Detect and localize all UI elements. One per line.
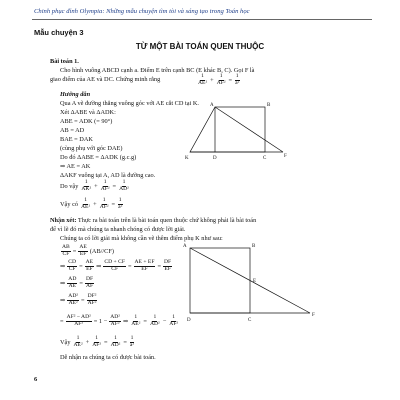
guide-line: Do đó ΔABE = ΔADK (g.c.g) xyxy=(60,154,137,161)
point-label-a: A xyxy=(183,244,187,249)
problem-label: Bài toán 1. xyxy=(50,58,79,65)
point-label-f: F xyxy=(284,154,287,159)
section-label: Mẫu chuyện 3 xyxy=(34,28,84,37)
derivation-row: ⇒ $\frac{CD}{CF}$ = $\frac{AE}{EF}$ ⇒ $\frac{CD + CF}{CF}$ = $\frac{AE + EF}{EF}$ = $\frac{DF}{EF}$ xyxy=(60,259,172,272)
problem-formula: $\frac{1}{\text{AE²}}$ + $\frac{1}{\text{AF²}}$ = $\frac{1}{\text{a²}}$ xyxy=(198,73,240,86)
point-label-c: C xyxy=(263,156,267,161)
remark-line-3: Chúng ta có lời giải mà không cần vẽ thêm điểm phụ K như sau: xyxy=(60,235,223,242)
point-label-b: B xyxy=(267,103,271,108)
guide-line: ΔAKF vuông tại A, AD là đường cao. xyxy=(60,172,156,179)
guide-line: Xét ΔABE và ΔADK: xyxy=(60,109,116,116)
derivation-row: = $\frac{\text{AF² − AD²}}{\text{AF²}}$ = 1 − $\frac{\text{AD²}}{\text{AF²}}$ ⇒ $\frac{1}{\text{AE²}}$ = $\frac{1}{\text{AD²}}$ − $\frac{1}{\text{AF²}}$ xyxy=(60,314,179,327)
derivation-row: Vậy $\frac{1}{\text{AE²}}$ + $\frac{1}{\text{AF²}}$ = $\frac{1}{\text{AD²}}$ = $\frac{1}{\text{a²}}$ xyxy=(60,335,135,348)
point-label-c: C xyxy=(248,318,252,323)
figure-square-with-e xyxy=(180,238,325,323)
point-label-b: B xyxy=(252,244,256,249)
remark-line-1: Nhận xét: Thực ra bài toán trên là bài toán quen thuộc chứ không phải là bài toán xyxy=(50,217,257,224)
page-number: 6 xyxy=(34,376,38,383)
guide-equation-1: Do vậy $\frac{1}{\text{AK²}}$ + $\frac{1}{\text{AF²}}$ = $\frac{1}{\text{AD²}}$ xyxy=(60,179,129,192)
figure-square-with-k xyxy=(175,95,295,165)
page-title: TỪ MỘT BÀI TOÁN QUEN THUỘC xyxy=(135,42,265,51)
header-divider xyxy=(32,19,372,20)
point-label-a: A xyxy=(210,103,214,108)
point-label-d: D xyxy=(213,156,217,161)
running-header: Chinh phục đỉnh Olympia: Những mẫu chuyện tìm tòi và sáng tạo trong Toán học xyxy=(34,8,250,15)
problem-text-2: giao điểm của AE và DC. Chứng minh rằng xyxy=(50,76,161,83)
point-label-e: E xyxy=(253,279,257,284)
problem-text-1: Cho hình vuông ABCD cạnh a. Điểm E trên cạnh BC (E khác B, C). Gọi F là xyxy=(60,67,255,74)
derivation-row: ⇒ $\frac{AD}{AE}$ = $\frac{DF}{AF}$ xyxy=(60,276,94,289)
guide-line: Qua A vẽ đường thẳng vuông góc với AE cắt CD tại K. xyxy=(60,100,199,107)
guide-line: ABE = ADK (= 90°) xyxy=(60,118,113,125)
guide-line: ⇒ AE = AK xyxy=(60,163,91,170)
derivation-row: ⇒ $\frac{\text{AD²}}{\text{AE²}}$ = $\frac{\text{DF²}}{\text{AF²}}$ xyxy=(60,293,97,306)
point-label-k: K xyxy=(185,156,189,161)
derivation-row: $\frac{AB}{CF}$ = $\frac{AE}{EF}$ (AB//CF) xyxy=(62,244,114,257)
derivation-final: Dễ nhận ra chúng ta có được bài toán. xyxy=(60,354,156,361)
point-label-d: D xyxy=(187,318,191,323)
guide-line: (cùng phụ với góc DAE) xyxy=(60,145,123,152)
guide-equation-2: Vậy có $\frac{1}{\text{AE²}}$ + $\frac{1}{\text{AF²}}$ = $\frac{1}{\text{a²}}$ xyxy=(60,197,123,210)
guide-heading: Hướng dẫn xyxy=(60,91,91,98)
guide-line: AB = AD xyxy=(60,127,85,134)
remark-line-2: để vì lẽ đó mà chúng ta nhanh chóng có được lời giải. xyxy=(50,226,186,233)
guide-line: BAE = DAK xyxy=(60,136,93,143)
point-label-f: F xyxy=(312,313,315,318)
